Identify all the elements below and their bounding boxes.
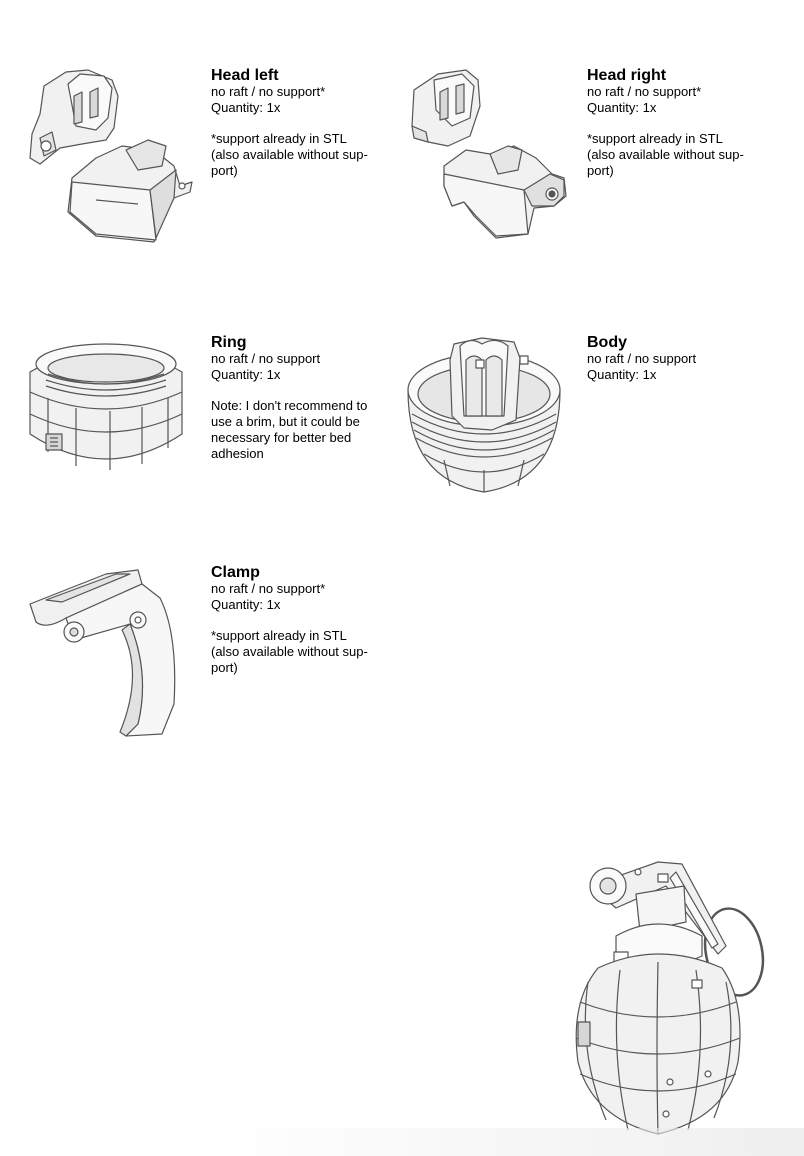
- ring-image: [26, 334, 186, 476]
- clamp-info: [211, 564, 386, 676]
- clamp-image: [26, 564, 178, 744]
- part-quantity: Quantity: 1x: [211, 100, 281, 115]
- note-line: (also available without sup-: [211, 644, 368, 659]
- body-image: [404, 330, 564, 494]
- part-quantity: Quantity: 1x: [211, 597, 281, 612]
- note-line: (also available without sup-: [587, 147, 744, 162]
- head-right-image: [404, 66, 572, 242]
- assembled-grenade-image: [566, 852, 772, 1138]
- head-left-image: [26, 66, 194, 246]
- part-quantity: Quantity: 1x: [211, 367, 281, 382]
- part-title: Head left: [211, 67, 279, 84]
- note-line: use a brim, but it could be: [211, 414, 360, 429]
- part-spec: no raft / no support*: [587, 84, 702, 99]
- note-line: port): [587, 163, 614, 178]
- part-quantity: Quantity: 1x: [587, 367, 657, 382]
- head-right-info: [587, 67, 762, 179]
- part-spec: no raft / no support: [211, 351, 321, 366]
- part-spec: no raft / no support: [587, 351, 697, 366]
- ring-info: [211, 334, 386, 462]
- note-line: port): [211, 660, 238, 675]
- part-spec: no raft / no support*: [211, 84, 326, 99]
- part-quantity: Quantity: 1x: [587, 100, 657, 115]
- note-line: Note: I don't recommend to: [211, 398, 368, 413]
- part-note: [211, 628, 386, 676]
- part-title: Ring: [211, 334, 247, 351]
- part-title: Body: [587, 334, 627, 351]
- note-line: (also available without sup-: [211, 147, 368, 162]
- note-line: *support already in STL: [211, 131, 347, 146]
- part-spec: no raft / no support*: [211, 581, 326, 596]
- note-line: necessary for better bed: [211, 430, 352, 445]
- note-line: *support already in STL: [587, 131, 723, 146]
- body-info: [587, 334, 762, 383]
- page-bottom-shade: [0, 1128, 804, 1156]
- part-note: [211, 131, 386, 179]
- part-note: [587, 131, 762, 179]
- head-left-info: [211, 67, 386, 179]
- part-note: [211, 398, 386, 462]
- part-title: Head right: [587, 67, 667, 84]
- note-line: adhesion: [211, 446, 264, 461]
- part-title: Clamp: [211, 564, 260, 581]
- note-line: *support already in STL: [211, 628, 347, 643]
- note-line: port): [211, 163, 238, 178]
